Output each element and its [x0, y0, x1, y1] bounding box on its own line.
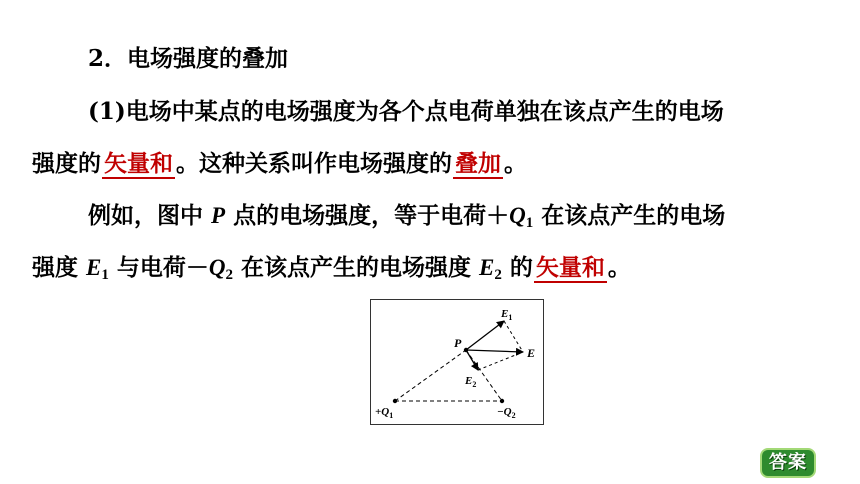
fill-blank-vector-sum-2: 矢量和: [535, 254, 605, 281]
para1-text-b: 强度的: [32, 150, 101, 177]
para1-line1: [88, 97, 860, 127]
para2-text-c: 在该点产生的电场: [541, 202, 726, 229]
para2-text-e: 与电荷－: [116, 254, 209, 281]
para2-text-a: 例如，图中: [88, 202, 203, 229]
label-q1: $+Q_1$: [375, 406, 394, 420]
vector-e-arrow: [466, 350, 523, 352]
diagram-svg: [371, 300, 545, 426]
point-p-symbol: P: [211, 203, 226, 228]
field-superposition-diagram: [370, 299, 544, 425]
para2-text-d: 强度: [32, 254, 78, 281]
section-number: 2．: [88, 45, 128, 72]
vector-e2-arrow: [466, 350, 478, 370]
para2-text-b: 点的电场强度，等于电荷＋: [233, 202, 510, 229]
dashed-line-q1-p: [395, 350, 466, 401]
dashed-line-e2-e: [478, 352, 523, 370]
e1-symbol: $E_1$: [86, 255, 109, 283]
para2-text-g: 的: [509, 254, 533, 281]
label-e: E: [527, 346, 536, 360]
fill-blank-superposition: 叠加: [455, 150, 501, 177]
para2-text-h: 。: [607, 254, 631, 281]
e2-symbol: $E_2$: [479, 255, 502, 283]
fill-blank-vector-sum: 矢量和: [104, 150, 173, 177]
answer-button[interactable]: 答案: [760, 448, 816, 478]
q1-symbol: $Q_1$: [509, 203, 534, 231]
para1-prefix: (1): [88, 98, 126, 125]
para1-text-c: 。这种关系叫作电场强度的: [176, 150, 452, 177]
para2-line1: [88, 201, 860, 231]
label-e1: $E_1$: [501, 308, 513, 322]
para2-text-f: 在该点产生的电场强度: [241, 254, 472, 281]
vector-e1-arrow: [466, 321, 504, 350]
section-title: 电场强度的叠加: [127, 45, 289, 72]
section-heading: [88, 44, 860, 74]
label-p: P: [454, 336, 462, 350]
label-q2: $-Q_2$: [497, 406, 516, 420]
para1-line2: [32, 149, 860, 179]
dashed-line-e1-e: [504, 321, 523, 352]
label-e2: $E_2$: [465, 375, 477, 389]
para2-line2: [32, 253, 860, 283]
para1-text-a: 电场中某点的电场强度为各个点电荷单独在该点产生的电场: [125, 98, 724, 125]
q2-symbol: $Q_2$: [208, 255, 233, 283]
para1-text-d: 。: [504, 150, 527, 177]
charge-q1-dot: [393, 399, 397, 403]
charge-q2-dot: [500, 399, 504, 403]
point-p-dot: [464, 348, 468, 352]
